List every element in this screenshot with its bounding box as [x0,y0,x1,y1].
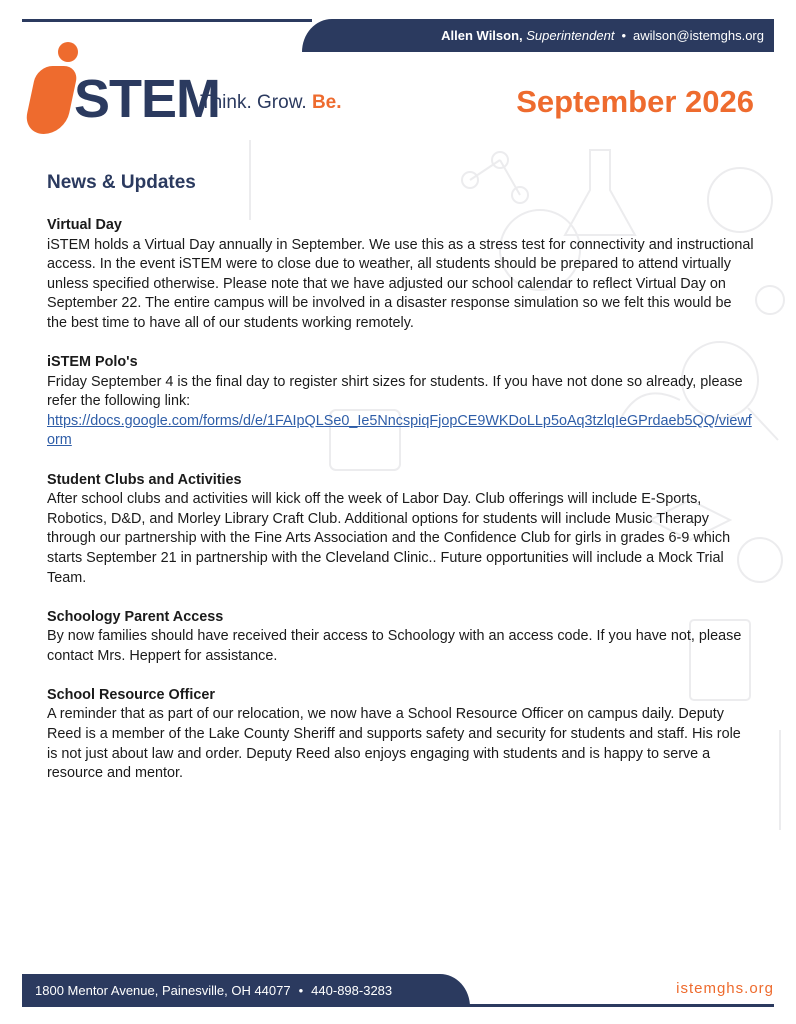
news-item-virtual-day [47,216,755,334]
logo-tagline [200,92,342,114]
tagline-text: Think. Grow. [200,92,307,113]
news-item-body: After school clubs and activities will kick off the week of Labor Day. Club offerings will include E-Sports, Robotics, D&D, and Morley Library Craft Club. Additional options for students will include Music Therapy through our partnership with the Fine Arts Association and the Confidence Club for girls in grades 6-9 which starts September 21 in partnership with the Cleveland Clinic.. Future opportunities will include a Mock Trial Team. [47,491,731,586]
section-title: News & Updates [47,172,196,193]
news-item-body: By now families should have received their access to Schoology with an access code. If you have not, please contact Mrs. Heppert for assistance. [47,628,742,664]
news-item-title: School Resource Officer [47,686,215,703]
superintendent-email[interactable]: awilson@istemghs.org [633,28,764,43]
header-bar [302,19,774,52]
footer-website[interactable]: istemghs.org [676,980,774,997]
news-item-body: Friday September 4 is the final day to register shirt sizes for students. If you have not done so already, please refer the following link: [47,373,743,410]
news-item-body: iSTEM holds a Virtual Day annually in September. We use this as a stress test for connectivity and instructional access. In the event iSTEM were to close due to weather, all students should be prepared to attend virtually unless specified otherwise. Please note that we have adjusted our school calendar to reflect Virtual Day on September 22. The entire campus will be involved in a disaster response simulation so we felt this would be the best time to have all of our students working remotely. [47,236,754,331]
tagline-accent: Be. [311,92,342,113]
news-item-schoology [47,608,755,667]
news-item-resource-officer [47,686,755,784]
footer-address: 1800 Mentor Avenue, Painesville, OH 44077 [35,983,291,998]
newsletter-month: September 2026 [516,84,754,119]
news-item-polos [47,353,755,451]
logo-i-dot [58,42,78,62]
main-content [47,172,755,803]
footer-phone: 440-898-3283 [311,983,393,998]
header-separator: • [621,28,627,43]
news-item-title: Schoology Parent Access [47,608,224,625]
footer-separator: • [298,983,304,998]
superintendent-title: Superintendent [526,28,615,43]
news-item-title: Student Clubs and Activities [47,471,242,488]
news-item-title: Virtual Day [47,217,122,233]
header-rule [22,19,312,22]
news-item-body: A reminder that as part of our relocation, we now have a School Resource Officer on campus daily. Deputy Reed is a member of the Lake County Sheriff and supports safety and security for students and staff. His role is not just about law and order. Deputy Reed also enjoys engaging with students and is happy to serve a resource and mentor. [47,706,741,782]
istem-logo [28,40,348,140]
footer-rule [460,1004,774,1007]
footer-bar [22,974,470,1007]
news-item-title: iSTEM Polo's [47,354,138,371]
superintendent-name: Allen Wilson, [441,28,523,43]
logo-i-body [23,66,79,134]
logo-wordmark: STEM [74,69,221,129]
polo-form-link[interactable]: https://docs.google.com/forms/d/e/1FAIpQLSe0_Ie5NncspiqFjopCE9WKDoLLp5oAq3tzlqIeGPrdaeb5QQ/viewform [47,412,752,449]
news-item-clubs [47,471,755,589]
